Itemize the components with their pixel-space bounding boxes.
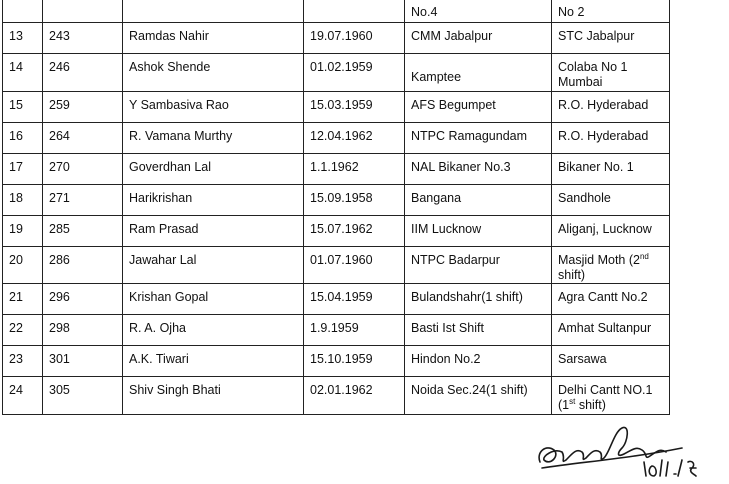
to-cell: Amhat Sultanpur <box>552 315 670 346</box>
sn-cell: 19 <box>3 216 43 247</box>
from-cell: Hindon No.2 <box>405 346 552 377</box>
sn-cell: 20 <box>3 247 43 284</box>
from-cell <box>405 54 552 92</box>
name-cell: Ashok Shende <box>123 54 304 92</box>
name-cell: Ram Prasad <box>123 216 304 247</box>
number-cell: 305 <box>43 377 123 415</box>
table-row <box>3 284 670 315</box>
to-text-line2: Mumbai <box>558 75 603 89</box>
from-cell: CMM Jabalpur <box>405 23 552 54</box>
to-cell: R.O. Hyderabad <box>552 123 670 154</box>
name-cell: R. Vamana Murthy <box>123 123 304 154</box>
number-cell: 301 <box>43 346 123 377</box>
sn-cell: 18 <box>3 185 43 216</box>
sn-cell <box>3 0 43 23</box>
to-text-suffix: shift) <box>575 398 606 412</box>
name-cell: Goverdhan Lal <box>123 154 304 185</box>
from-text: Kamptee <box>411 70 462 84</box>
dob-cell: 1.9.1959 <box>304 315 405 346</box>
from-cell: Noida Sec.24(1 shift) <box>405 377 552 415</box>
sn-cell: 22 <box>3 315 43 346</box>
sn-cell: 15 <box>3 92 43 123</box>
sn-cell: 24 <box>3 377 43 415</box>
from-cell: Bulandshahr(1 shift) <box>405 284 552 315</box>
to-text: Masjid Moth (2 <box>558 253 640 267</box>
handwritten-signature <box>532 418 722 480</box>
number-cell: 243 <box>43 23 123 54</box>
from-cell: NTPC Badarpur <box>405 247 552 284</box>
name-cell: Ramdas Nahir <box>123 23 304 54</box>
dob-cell <box>304 0 405 23</box>
from-cell: No.4 <box>405 0 552 23</box>
name-cell: R. A. Ojha <box>123 315 304 346</box>
dob-cell: 12.04.1962 <box>304 123 405 154</box>
sn-cell: 23 <box>3 346 43 377</box>
signature-stroke <box>539 427 666 462</box>
dob-cell: 15.09.1958 <box>304 185 405 216</box>
to-text-line1 <box>558 253 663 268</box>
table-row <box>3 54 670 92</box>
sn-cell: 13 <box>3 23 43 54</box>
to-text: Colaba No 1 <box>558 60 628 74</box>
ordinal-suffix: st <box>569 396 576 406</box>
dob-cell: 19.07.1960 <box>304 23 405 54</box>
number-cell: 271 <box>43 185 123 216</box>
dob-cell: 01.07.1960 <box>304 247 405 284</box>
sn-cell: 17 <box>3 154 43 185</box>
from-cell: Bangana <box>405 185 552 216</box>
sn-cell: 16 <box>3 123 43 154</box>
number-cell: 270 <box>43 154 123 185</box>
name-cell: Shiv Singh Bhati <box>123 377 304 415</box>
from-cell: Basti Ist Shift <box>405 315 552 346</box>
to-text-line2: shift) <box>558 268 586 282</box>
to-cell: Aliganj, Lucknow <box>552 216 670 247</box>
dob-cell: 15.04.1959 <box>304 284 405 315</box>
number-cell: 298 <box>43 315 123 346</box>
dob-cell: 15.03.1959 <box>304 92 405 123</box>
signature-date <box>644 460 696 476</box>
dob-cell: 15.10.1959 <box>304 346 405 377</box>
number-cell: 259 <box>43 92 123 123</box>
to-cell: Bikaner No. 1 <box>552 154 670 185</box>
dob-cell: 02.01.1962 <box>304 377 405 415</box>
sn-cell: 14 <box>3 54 43 92</box>
name-cell <box>123 0 304 23</box>
to-cell: Sandhole <box>552 185 670 216</box>
from-cell: AFS Begumpet <box>405 92 552 123</box>
name-cell: Krishan Gopal <box>123 284 304 315</box>
dob-cell: 01.02.1959 <box>304 54 405 92</box>
sn-cell: 21 <box>3 284 43 315</box>
name-cell: Harikrishan <box>123 185 304 216</box>
to-cell: STC Jabalpur <box>552 23 670 54</box>
table-row <box>3 154 670 185</box>
to-cell: Agra Cantt No.2 <box>552 284 670 315</box>
dob-cell: 15.07.1962 <box>304 216 405 247</box>
to-cell: No 2 <box>552 0 670 23</box>
to-text: Delhi Cantt NO.1 <box>558 383 653 397</box>
number-cell <box>43 0 123 23</box>
to-cell <box>552 247 670 284</box>
table-row <box>3 0 670 23</box>
name-cell: A.K. Tiwari <box>123 346 304 377</box>
to-text-line2 <box>558 398 663 413</box>
table-row <box>3 185 670 216</box>
number-cell: 264 <box>43 123 123 154</box>
from-cell: NAL Bikaner No.3 <box>405 154 552 185</box>
signature-ink <box>539 427 696 476</box>
to-cell <box>552 377 670 415</box>
to-cell: R.O. Hyderabad <box>552 92 670 123</box>
ordinal-suffix: nd <box>639 251 649 261</box>
number-cell: 246 <box>43 54 123 92</box>
to-text-prefix: (1 <box>558 398 570 412</box>
seniority-table <box>2 0 670 415</box>
table-row <box>3 346 670 377</box>
number-cell: 286 <box>43 247 123 284</box>
table-row <box>3 216 670 247</box>
name-cell: Jawahar Lal <box>123 247 304 284</box>
table-row <box>3 23 670 54</box>
number-cell: 296 <box>43 284 123 315</box>
to-cell <box>552 54 670 92</box>
from-cell: IIM Lucknow <box>405 216 552 247</box>
table-row <box>3 377 670 415</box>
table-row <box>3 123 670 154</box>
to-cell: Sarsawa <box>552 346 670 377</box>
dob-cell: 1.1.1962 <box>304 154 405 185</box>
number-cell: 285 <box>43 216 123 247</box>
from-cell: NTPC Ramagundam <box>405 123 552 154</box>
table-row <box>3 92 670 123</box>
table-row <box>3 315 670 346</box>
name-cell: Y Sambasiva Rao <box>123 92 304 123</box>
table-row <box>3 247 670 284</box>
